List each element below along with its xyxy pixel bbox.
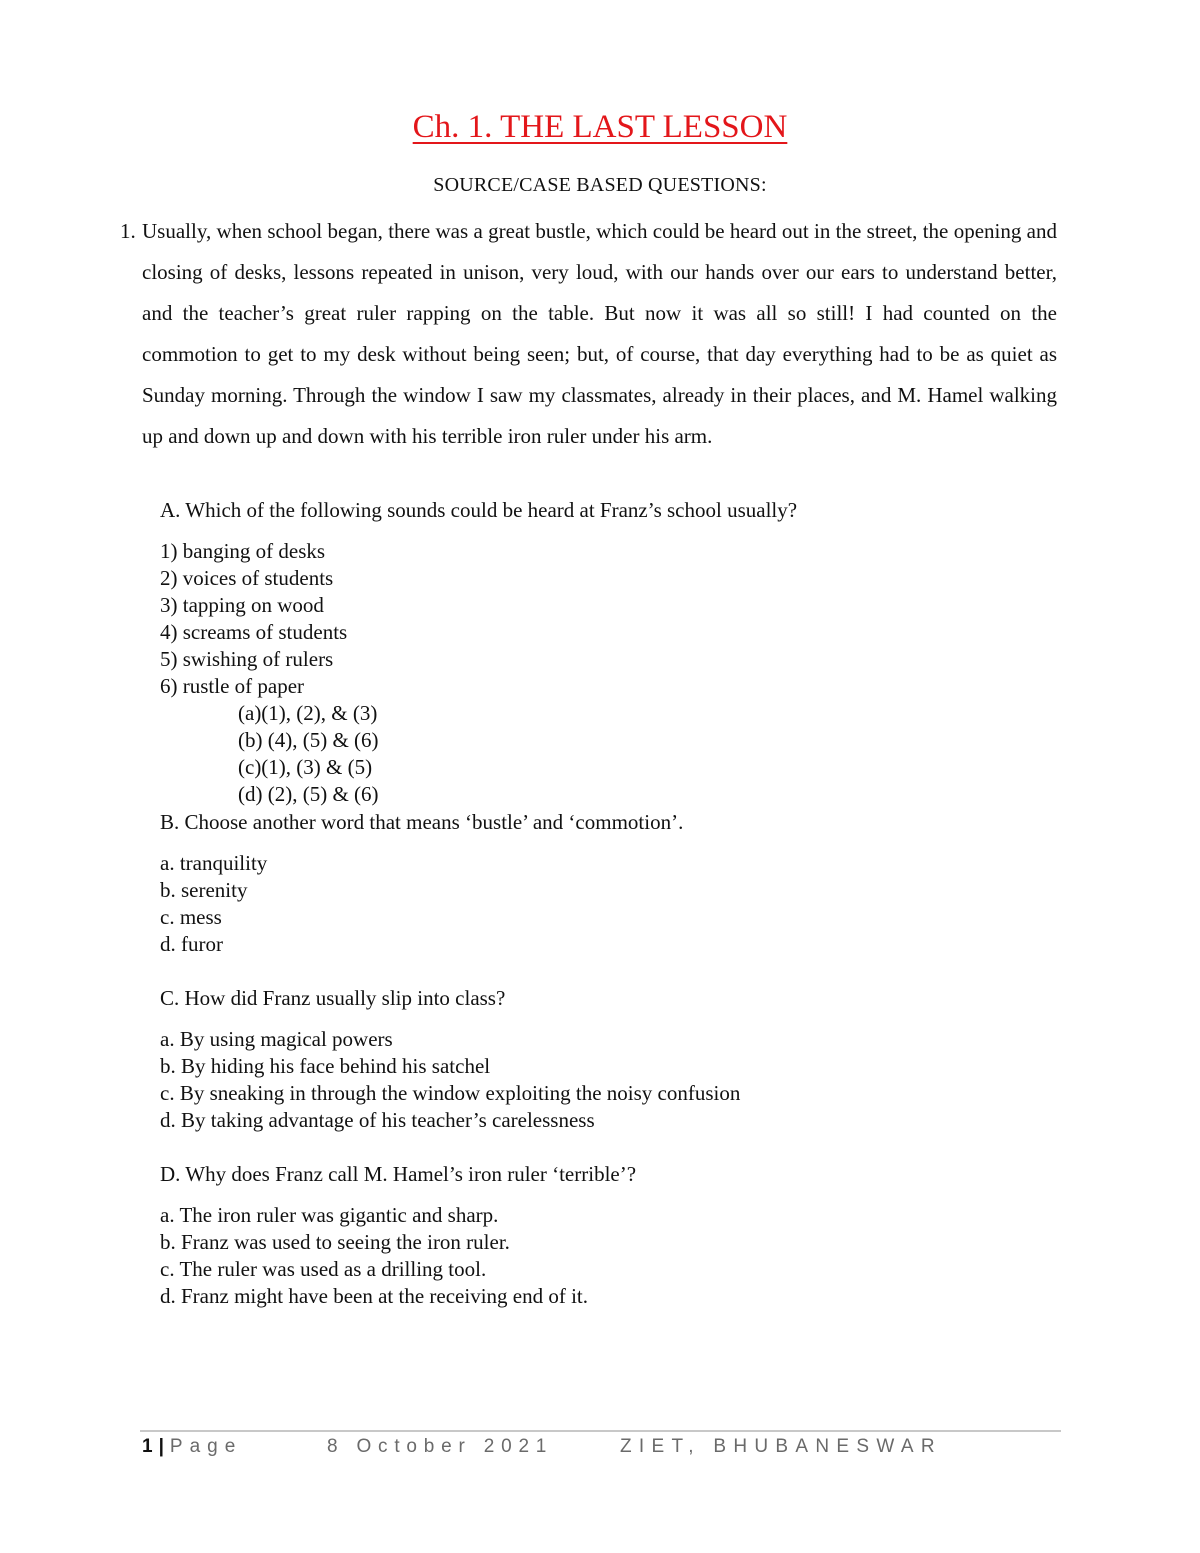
option-item: a. The iron ruler was gigantic and sharp. — [160, 1203, 499, 1227]
page-number: 1 — [142, 1436, 153, 1457]
question-number: 1. — [120, 219, 136, 243]
option-item: 6) rustle of paper — [160, 674, 305, 698]
footer-separator: | — [158, 1436, 164, 1457]
answer-choice: (a)(1), (2), & (3) — [238, 701, 378, 725]
question-c-options — [160, 1026, 1040, 1134]
question-c-text: C. How did Franz usually slip into class? — [160, 986, 506, 1010]
question-a — [160, 496, 1040, 808]
question-b — [160, 808, 1040, 958]
page-label: Page — [169, 1436, 243, 1457]
option-item: 2) voices of students — [160, 566, 334, 590]
option-item: 1) banging of desks — [160, 539, 326, 563]
answer-choice: (b) (4), (5) & (6) — [238, 728, 379, 752]
option-item: d. furor — [160, 932, 223, 956]
footer-organization: ZIET, BHUBANESWAR — [620, 1436, 942, 1457]
option-item: b. serenity — [160, 878, 248, 902]
question-d-options — [160, 1202, 1040, 1310]
question-a-text: A. Which of the following sounds could be heard at Franz’s school usually? — [160, 498, 798, 522]
question-b-options — [160, 850, 1040, 958]
option-item: c. By sneaking in through the window exploiting the noisy confusion — [160, 1081, 741, 1105]
option-item: c. The ruler was used as a drilling tool. — [160, 1257, 487, 1281]
answer-choice: (c)(1), (3) & (5) — [238, 755, 373, 779]
option-item: a. By using magical powers — [160, 1027, 393, 1051]
page-title: Ch. 1. THE LAST LESSON — [412, 109, 788, 145]
question-b-text: B. Choose another word that means ‘bustle’ and ‘commotion’. — [160, 810, 684, 834]
footer-date: 8 October 2021 — [327, 1436, 554, 1457]
question-a-options — [160, 538, 1040, 700]
option-item: 4) screams of students — [160, 620, 348, 644]
answer-choice: (d) (2), (5) & (6) — [238, 782, 379, 806]
option-item: 5) swishing of rulers — [160, 647, 334, 671]
option-item: d. By taking advantage of his teacher’s carelessness — [160, 1108, 595, 1132]
option-item: b. By hiding his face behind his satchel — [160, 1054, 491, 1078]
page-footer — [142, 1433, 1057, 1461]
question-d-text: D. Why does Franz call M. Hamel’s iron ruler ‘terrible’? — [160, 1162, 637, 1186]
option-item: b. Franz was used to seeing the iron ruler. — [160, 1230, 510, 1254]
option-item: a. tranquility — [160, 851, 268, 875]
footer-divider — [140, 1430, 1061, 1432]
question-d — [160, 1160, 1040, 1310]
option-item: d. Franz might have been at the receiving end of it. — [160, 1284, 589, 1308]
question-c — [160, 984, 1040, 1134]
section-subtitle: SOURCE/CASE BASED QUESTIONS: — [433, 174, 767, 196]
source-passage: Usually, when school began, there was a great bustle, which could be heard out in the street, the opening and closing of desks, lessons repeated in unison, very loud, with our hands over our ears to understand better, and the teacher’s great ruler rapping on the table. But now it was all so still! I had counted on the commotion to get to my desk without being seen; but, of course, that day everything had to be as quiet as Sunday morning. Through the window I saw my classmates, already in their places, and M. Hamel walking up and down up and down with his terrible iron ruler under his arm. — [142, 219, 1057, 448]
option-item: c. mess — [160, 905, 222, 929]
question-a-answers — [160, 700, 1040, 808]
option-item: 3) tapping on wood — [160, 593, 324, 617]
